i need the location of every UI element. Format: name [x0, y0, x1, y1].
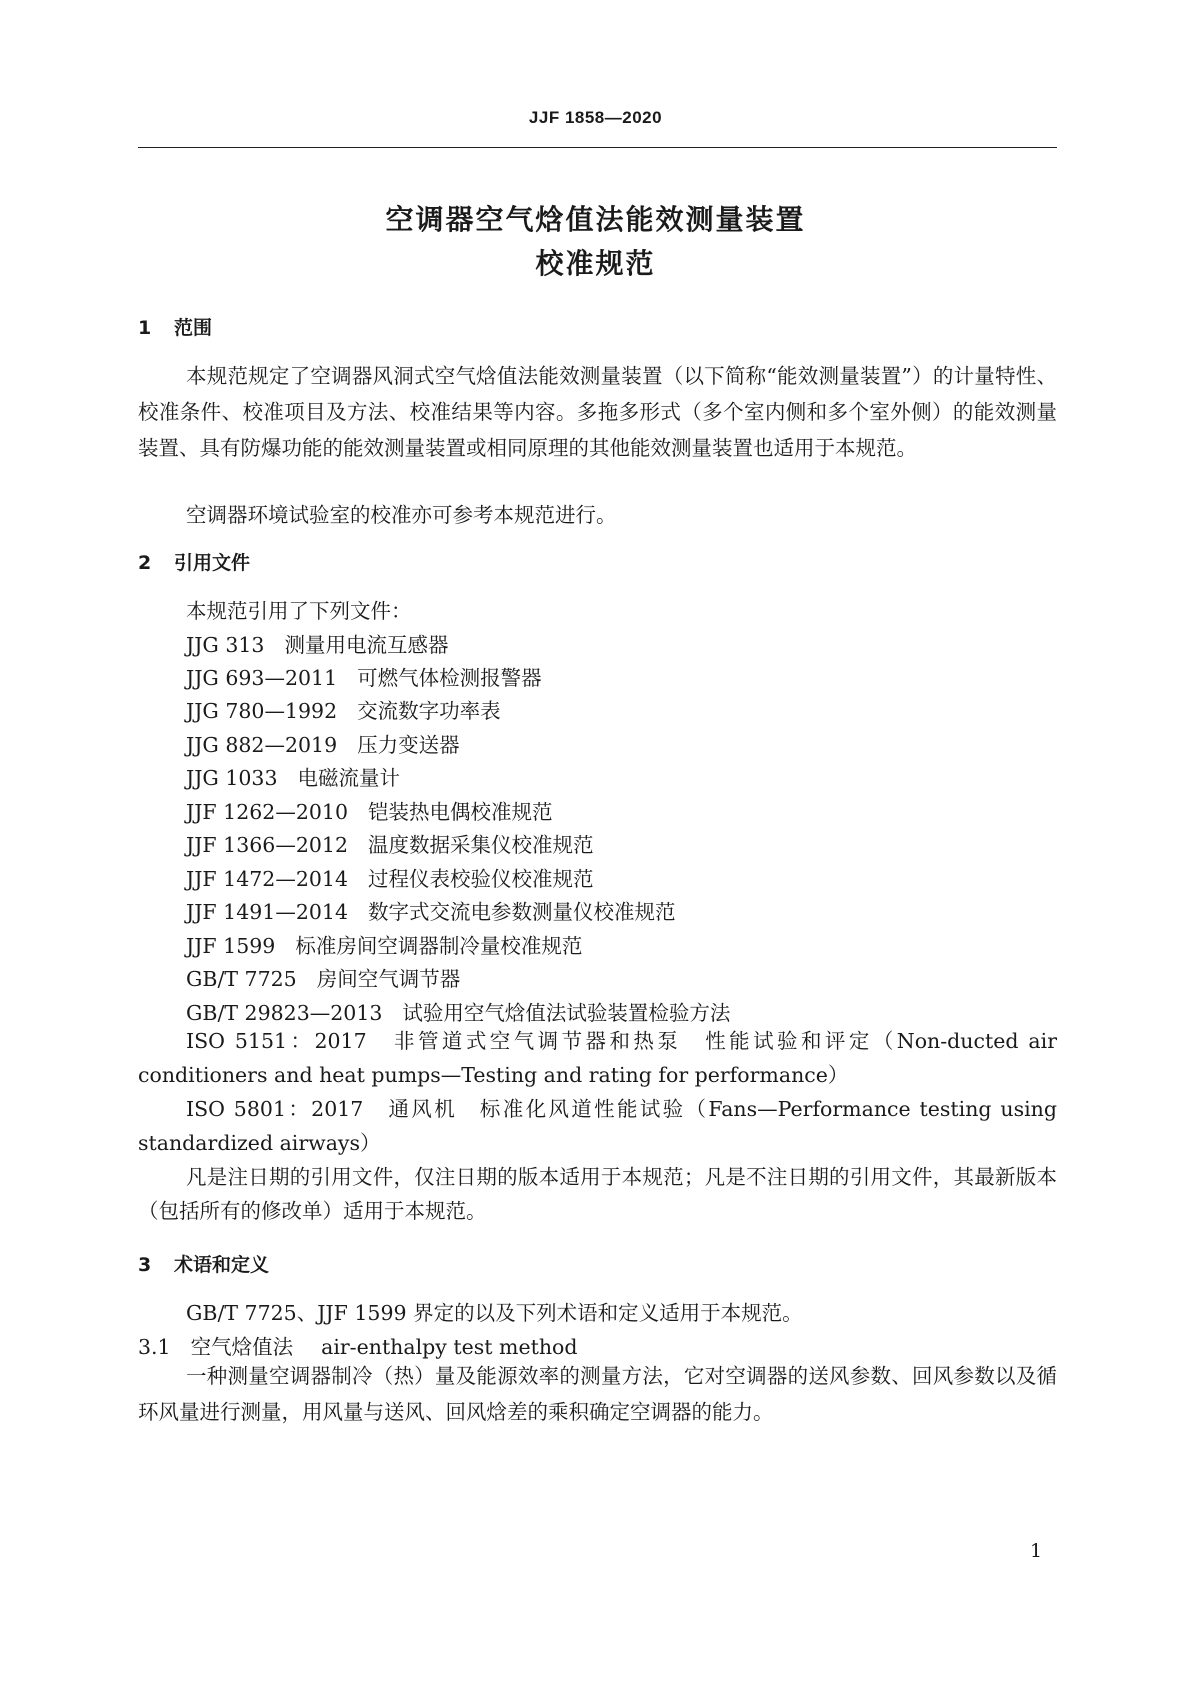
reference-code: JJF 1262—2010: [186, 800, 349, 824]
reference-item: [186, 628, 448, 658]
section-title: 范围: [174, 317, 213, 339]
term-number: 3.1: [138, 1335, 171, 1359]
reference-title: 交流数字功率表: [357, 699, 501, 723]
reference-item: [186, 962, 460, 992]
section-1-paragraph-1: 本规范规定了空调器风洞式空气焓值法能效测量装置（以下简称“能效测量装置”）的计量特性、校准条件、校准项目及方法、校准结果等内容。多拖多形式（多个室内侧和多个室外侧）的能效测量装置、具有防爆功能的能效测量装置或相同原理的其他能效测量装置也适用于本规范。: [138, 364, 1057, 460]
section-number: 3: [138, 1254, 152, 1276]
reference-title: 标准房间空调器制冷量校准规范: [295, 934, 583, 958]
section-title: 引用文件: [174, 552, 251, 574]
reference-title: 过程仪表校验仪校准规范: [368, 867, 594, 891]
reference-item: [186, 761, 400, 791]
reference-intro: 本规范引用了下列文件：: [186, 599, 412, 623]
section-number: 1: [138, 317, 152, 339]
reference-item: [186, 795, 553, 825]
reference-title: 房间空气调节器: [316, 967, 461, 991]
reference-title: 温度数据采集仪校准规范: [368, 833, 594, 857]
term-chinese: 空气焓值法: [190, 1335, 294, 1359]
section-3-intro: GB/T 7725、JJF 1599 界定的以及下列术语和定义适用于本规范。: [186, 1301, 803, 1325]
section-number: 2: [138, 552, 152, 574]
reference-item: [186, 694, 501, 724]
term-3-1: [138, 1330, 578, 1360]
section-2-heading: [138, 548, 250, 575]
section-1-heading: [138, 313, 212, 340]
reference-title: 电磁流量计: [297, 766, 400, 790]
reference-code: JJG 882—2019: [186, 733, 338, 757]
reference-code: JJF 1472—2014: [186, 867, 349, 891]
reference-dated-note: 凡是注日期的引用文件，仅注日期的版本适用于本规范；凡是不注日期的引用文件，其最新版本（包括所有的修改单）适用于本规范。: [138, 1165, 1057, 1223]
reference-code: JJF 1599: [186, 934, 276, 958]
reference-title: 试验用空气焓值法试验装置检验方法: [402, 1001, 731, 1025]
reference-code: JJG 693—2011: [186, 666, 338, 690]
document-title-line2: 校准规范: [535, 247, 656, 280]
document-title-line1: 空调器空气焓值法能效测量装置: [385, 203, 806, 236]
term-definition: 一种测量空调器制冷（热）量及能源效率的测量方法，它对空调器的送风参数、回风参数以及循环风量进行测量，用风量与送风、回风焓差的乘积确定空调器的能力。: [138, 1364, 1057, 1424]
reference-code: JJF 1366—2012: [186, 833, 349, 857]
reference-item: [186, 828, 594, 858]
section-title: 术语和定义: [174, 1254, 270, 1276]
reference-code: GB/T 7725: [186, 967, 297, 991]
reference-item: [186, 862, 594, 892]
reference-title: 可燃气体检测报警器: [357, 666, 542, 690]
reference-title: 测量用电流互感器: [284, 633, 449, 657]
section-3-heading: [138, 1250, 269, 1277]
reference-title: 数字式交流电参数测量仪校准规范: [368, 900, 676, 924]
reference-code: JJF 1491—2014: [186, 900, 349, 924]
reference-iso-5801: ISO 5801：2017 通风机 标准化风道性能试验（Fans—Performance testing using standardized airways）: [138, 1097, 1057, 1155]
page-number: 1: [1030, 1540, 1043, 1562]
reference-item: [186, 661, 542, 691]
reference-iso-5151: ISO 5151：2017 非管道式空气调节器和热泵 性能试验和评定（Non-ducted air conditioners and heat pumps—Testing and rating for performance）: [138, 1029, 1057, 1087]
document-code-header: JJF 1858—2020: [528, 108, 663, 127]
header-rule: [138, 147, 1057, 148]
reference-code: JJG 313: [186, 633, 265, 657]
reference-title: 压力变送器: [357, 733, 460, 757]
reference-code: GB/T 29823—2013: [186, 1001, 383, 1025]
reference-item: [186, 929, 582, 959]
section-1-paragraph-2: 空调器环境试验室的校准亦可参考本规范进行。: [186, 503, 617, 527]
reference-item: [186, 996, 730, 1026]
reference-code: JJG 780—1992: [186, 699, 338, 723]
reference-item: [186, 728, 460, 758]
term-english: air-enthalpy test method: [321, 1335, 578, 1359]
reference-title: 铠装热电偶校准规范: [368, 800, 553, 824]
reference-code: JJG 1033: [186, 766, 278, 790]
reference-item: [186, 895, 676, 925]
